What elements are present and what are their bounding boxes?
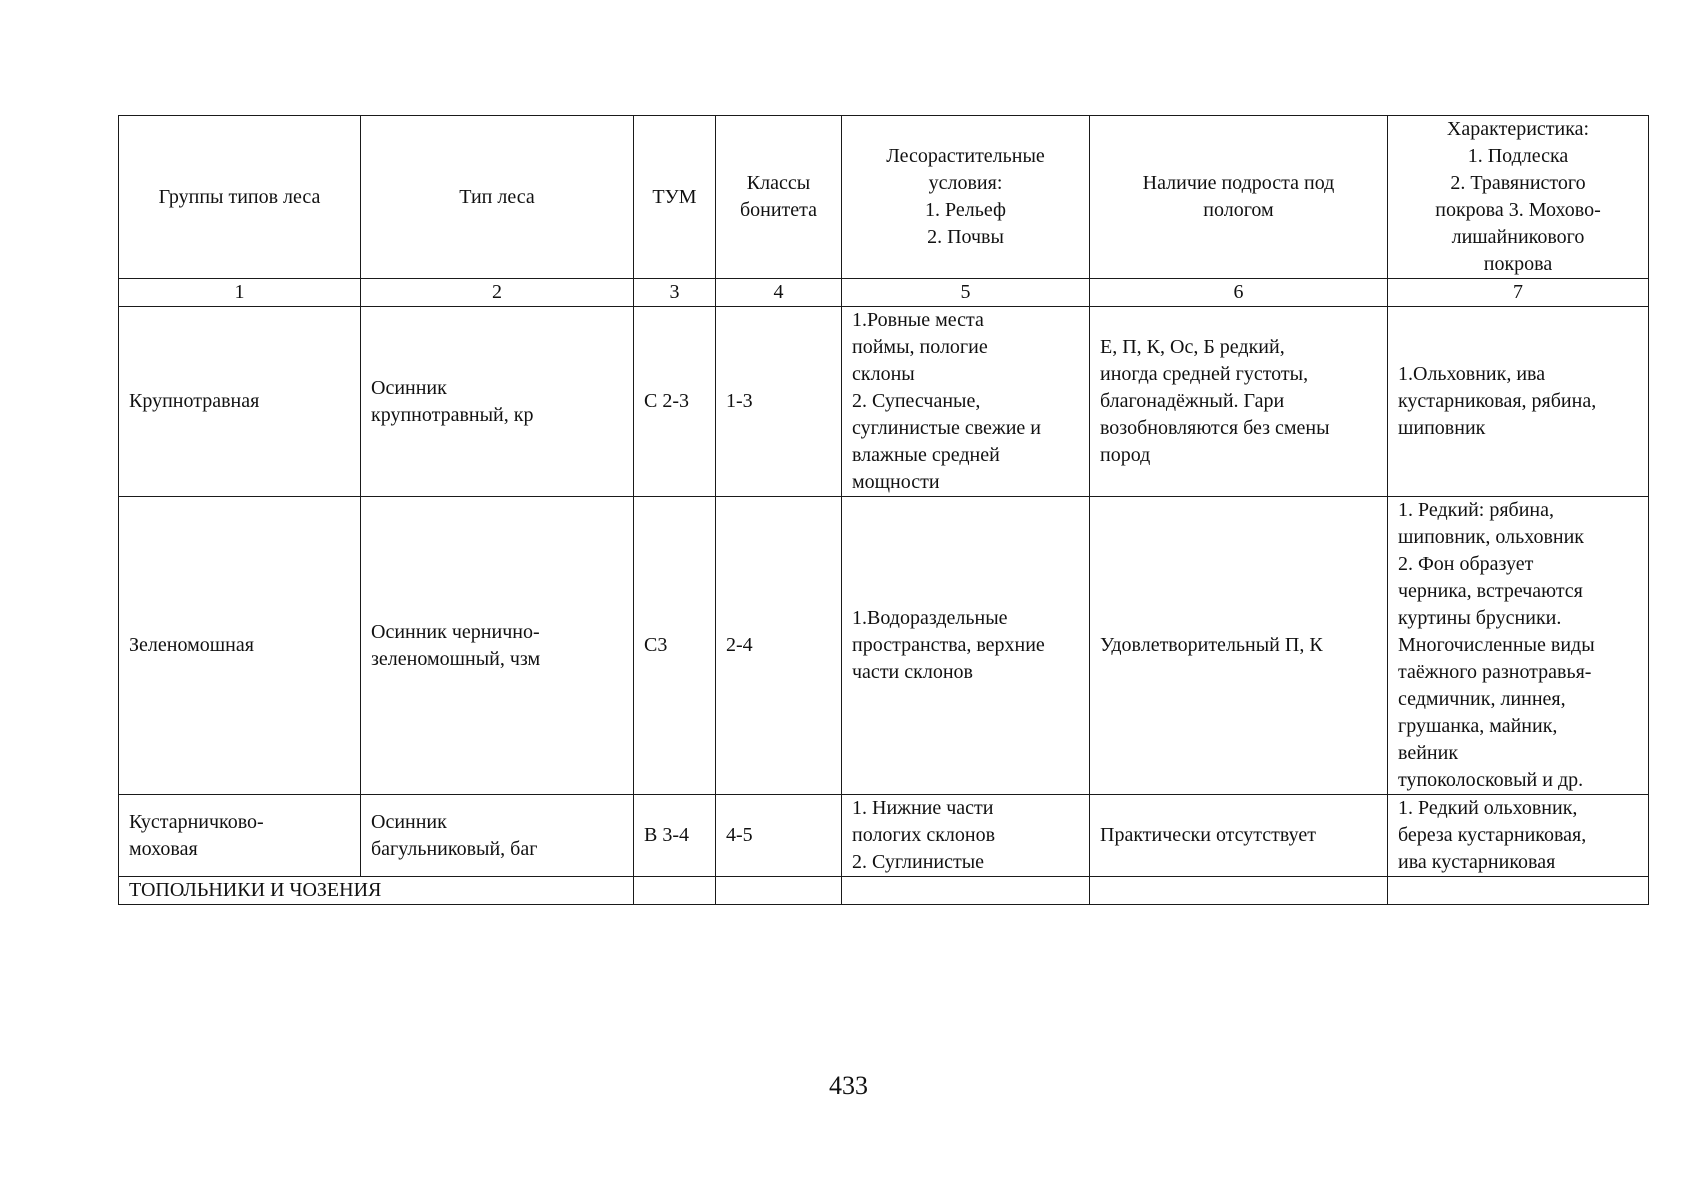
empty-cell <box>842 877 1090 905</box>
page-number: 433 <box>829 1071 868 1100</box>
cell-type: Осинник крупнотравный, кр <box>361 307 634 497</box>
cell-characteristics: 1. Редкий ольховник, береза кустарниковая, ива кустарниковая <box>1388 795 1649 877</box>
cell-group: Кустарничково- моховая <box>119 795 361 877</box>
cell-tum: В 3-4 <box>634 795 716 877</box>
cell-group: Зеленомошная <box>119 497 361 795</box>
cell-undergrowth: Удовлетворительный П, К <box>1090 497 1388 795</box>
cell-undergrowth: Практически отсутствует <box>1090 795 1388 877</box>
column-number-row <box>119 279 1649 307</box>
cell-type: Осинник багульниковый, баг <box>361 795 634 877</box>
cell-tum: С3 <box>634 497 716 795</box>
table-header-row <box>119 116 1649 279</box>
cell-type: Осинник чернично- зеленомошный, чзм <box>361 497 634 795</box>
header-bonitet: Классы бонитета <box>716 116 842 279</box>
section-row <box>119 877 1649 905</box>
empty-cell <box>634 877 716 905</box>
cell-characteristics: 1.Ольховник, ива кустарниковая, рябина, шиповник <box>1388 307 1649 497</box>
column-number: 7 <box>1388 279 1649 307</box>
cell-conditions: 1.Водораздельные пространства, верхние части склонов <box>842 497 1090 795</box>
cell-conditions: 1. Нижние части пологих склонов 2. Суглинистые <box>842 795 1090 877</box>
cell-group: Крупнотравная <box>119 307 361 497</box>
empty-cell <box>1090 877 1388 905</box>
empty-cell <box>1388 877 1649 905</box>
column-number: 3 <box>634 279 716 307</box>
header-tum: ТУМ <box>634 116 716 279</box>
empty-cell <box>716 877 842 905</box>
section-title: ТОПОЛЬНИКИ И ЧОЗЕНИЯ <box>119 877 634 905</box>
header-undergrowth: Наличие подроста под пологом <box>1090 116 1388 279</box>
table-row <box>119 795 1649 877</box>
column-number: 2 <box>361 279 634 307</box>
table-row <box>119 307 1649 497</box>
column-number: 1 <box>119 279 361 307</box>
cell-undergrowth: Е, П, К, Ос, Б редкий, иногда средней густоты, благонадёжный. Гари возобновляются без смены пород <box>1090 307 1388 497</box>
header-characteristics: Характеристика: 1. Подлеска 2. Травянистого покрова 3. Мохово- лишайникового покрова <box>1388 116 1649 279</box>
column-number: 4 <box>716 279 842 307</box>
column-number: 5 <box>842 279 1090 307</box>
column-number: 6 <box>1090 279 1388 307</box>
cell-tum: С 2-3 <box>634 307 716 497</box>
header-conditions: Лесорастительные условия: 1. Рельеф 2. Почвы <box>842 116 1090 279</box>
header-forest-type: Тип леса <box>361 116 634 279</box>
table-row <box>119 497 1649 795</box>
cell-bonitet: 2-4 <box>716 497 842 795</box>
header-forest-group: Группы типов леса <box>119 116 361 279</box>
cell-characteristics: 1. Редкий: рябина, шиповник, ольховник 2. Фон образует черника, встречаются куртины брусники. Многочисленные виды таёжного разнотравья- седмичник, линнея, грушанка, майник, вейник тупоколосковый и др. <box>1388 497 1649 795</box>
cell-conditions: 1.Ровные места поймы, пологие склоны 2. Супесчаные, суглинистые свежие и влажные средней мощности <box>842 307 1090 497</box>
cell-bonitet: 4-5 <box>716 795 842 877</box>
cell-bonitet: 1-3 <box>716 307 842 497</box>
forest-types-table <box>118 115 1649 905</box>
